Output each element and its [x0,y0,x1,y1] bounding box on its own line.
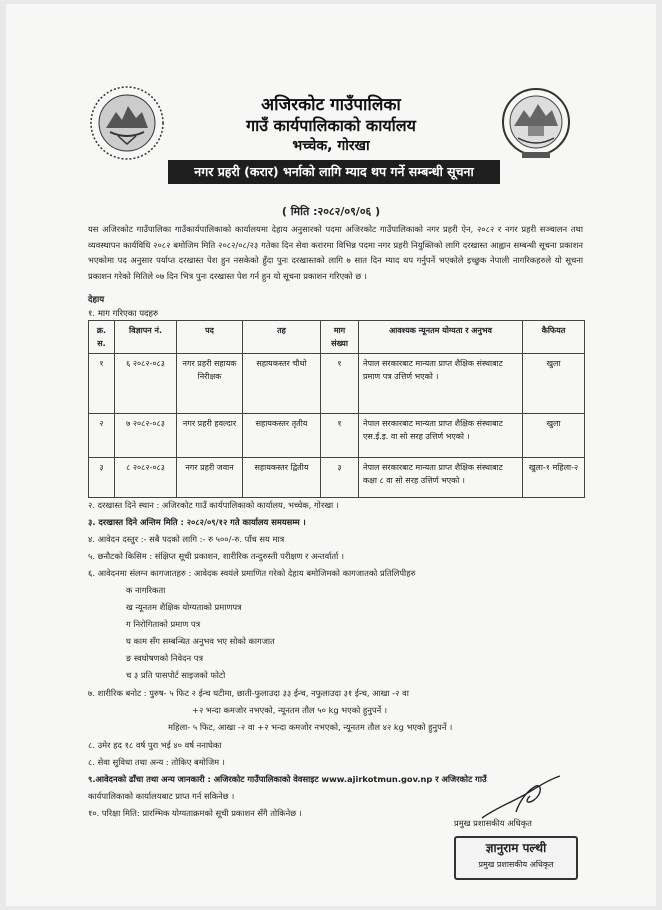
cell-sn: १ [89,354,115,414]
dehaya-label: देहाय [88,295,105,305]
office-name: गाउँ कार्यपालिकाको कार्यालय [246,116,416,135]
item-documents-heading: ६. आवेदनमा संलग्न कागजातहरु : आवेदक स्वयंले प्रमाणित गरेको देहाय बमोजिमको कागजातको प्रतिलिपीहरु [88,568,416,578]
table-title: १. माग गरिएका पदहरु [88,309,159,319]
cell-count: ३ [321,458,359,498]
item-deadline: ३. दरखास्त दिने अन्तिम मिति : २०८२/०९/१२ गते कार्यालय समयसम्म । [88,517,306,527]
cell-post: नगर प्रहरी हवल्दार [177,414,243,458]
document-item: क नागरिकता [126,585,166,595]
item-physical-male: ७. शारीरिक बनोट : पुरुष- ५ फिट २ ईन्च घटीमा, छाती-फुलाउदा ३३ ईन्च, नफुलाउदा ३१ ईन्च, आखा -२ वा [88,688,409,698]
item-physical-female: महिला- ५ फिट, आखा -२ वा +२ भन्दा कमजोर नभएको, न्यूनतम तौल ४२ kg भएको हुनुपर्ने । [168,722,453,732]
table-row [89,354,585,414]
document-item: च ३ प्रति पासपोर्ट साइजको फोटो [126,670,226,680]
cell-post: नगर प्रहरी जवान [177,458,243,498]
posts-table [88,320,585,498]
th-post: पद [177,321,243,354]
cell-post: नगर प्रहरी सहायक निरीक्षक [177,354,243,414]
th-count: माग संख्या [321,321,359,354]
cell-sn: ३ [89,458,115,498]
notice-title-banner: नगर प्रहरी (करार) भर्नाको लागि म्याद थप गर्ने सम्बन्धी सूचना [168,160,500,184]
office-location: भच्चेक, गोरखा [292,138,370,154]
cell-level: सहायकस्तर चौथो [243,354,321,414]
signature-icon [476,772,566,824]
table-row [89,414,585,458]
stamp-title: प्रमुख प्रशासकीय अधिकृत [478,860,554,869]
municipality-name: अजिरकोट गाउँपालिका [261,95,401,115]
item-age-limit: ८. उमेर हद १८ वर्ष पुरा भई ४० वर्ष ननाघेका [88,740,222,750]
item-fee: ४. आवेदन दस्तुर :- सबै पदको लागि :- रु ५००/-रु. पाँच सय मात्र [88,534,285,544]
cell-remark: खुला [523,354,585,414]
cell-adv: ६ २०८२-०८३ [115,354,177,414]
official-stamp [454,836,578,880]
table-header-row [89,321,585,354]
th-sn: क्र. स. [89,321,115,354]
cell-level: सहायकस्तर द्वितीय [243,458,321,498]
item-application-format-cont: कार्यपालिकाको कार्यालयबाट प्राप्त गर्न सकिनेछ । [88,791,235,801]
item-application-format: ९.आवेदनको ढाँचा तथा अन्य जानकारी : अजिरकोट गाउँपालिकाको वेवसाइट www.ajirkotmun.gov.np र अजिरकोट गाउँ [88,774,487,784]
cell-level: सहायकस्तर तृतीय [243,414,321,458]
item-exam-date: १०. परिक्षा मिति: प्रारम्भिक योग्यताक्रमको सूची प्रकाशन सँगै तोकिनेछ । [88,808,302,818]
cell-qualification: नेपाल सरकारबाट मान्यता प्राप्त शैक्षिक संस्थाबाट एस.ई.इ. वा सो सरह उत्तिर्ण भएको । [359,414,523,458]
cell-qualification: नेपाल सरकारबाट मान्यता प्राप्त शैक्षिक संस्थाबाट प्रमाण पत्र उत्तिर्ण भएको । [359,354,523,414]
cell-adv: ८ २०८२-०८३ [115,458,177,498]
notice-date: ( मिति :२०८२/०९/०६ ) [281,205,381,218]
document-item: ख न्यूनतम शैक्षिक योग्यताको प्रमाणपत्र [126,602,242,612]
cell-count: १ [321,354,359,414]
cell-qualification: नेपाल सरकारबाट मान्यता प्राप्त शैक्षिक संस्थाबाट कक्षा ८ वा सो सरह उत्तिर्ण भएको । [359,458,523,498]
item-facilities: ८. सेवा सुविधा तथा अन्य : तोकिए बमोजिम । [88,757,225,767]
document-item: ङ स्वघोषणको निवेदन पत्र [126,653,204,663]
table-row [89,458,585,498]
signatory-title: प्रमुख प्रशासकीय अधिकृत [454,818,532,828]
document-item: ग निरोगिताको प्रमाण पत्र [126,619,201,629]
cell-remark: खुला [523,414,585,458]
item-application-place: २. दरखास्त दिने स्थान : अजिरकोट गाउँ कार्यपालिकाको कार्यालय, भच्चेक, गोरखा । [88,500,339,510]
cell-count: १ [321,414,359,458]
th-adv: विज्ञापन नं. [115,321,177,354]
cell-remark: खुला-१ महिला-२ [523,458,585,498]
item-physical-male-cont: +२ भन्दा कमजोर नभएको, न्यूनतम तौल ५० kg भएको हुनुपर्ने । [192,705,387,715]
intro-paragraph: यस अजिरकोट गाउँपालिका गाउँकार्यपालिकाको कार्यालयमा देहाय अनुसारको पदमा अजिरकोट गाउँपालिकाको नगर प्रहरी ऐन, २०८२ र नगर प्रहरी सञ्चालन तथा व्यवस्थापन कार्यविधि २०८२ बमोजिम मिति २०८२/०८/२३ गतेका दिन सेवा करारमा विभिन्न पदमा नगर प्रहरी नियुक्तिको लागि दरखास्त आह्वान सम्बन्धी सूचना प्रकाशन भएकोमा पद अनुसार पर्याप्त दरखास्त पेश हुन नसकेको हुँदा पुनः दरखास्तको लागि ७ सात दिन म्याद थप गर्नुपर्ने भएकोले इच्छुक नेपाली नागरिकहरुले यो सूचना प्रकाशन गरेको मितिले ०७ दिन भित्र पुनः दरखास्त पेश गर्न हुन यो सूचना प्रकाशन गरिएको छ । [88,224,583,281]
cell-sn: २ [89,414,115,458]
document-item: घ काम सँग सम्बन्धित अनुभव भए सोको कागजात [126,636,275,646]
th-remark: कैफियत [523,321,585,354]
th-qualification: आवश्यक न्यूनतम योग्यता र अनुभव [359,321,523,354]
th-level: तह [243,321,321,354]
item-selection-method: ५. छनौटको किसिम : संक्षिप्त सूची प्रकाशन, शारीरिक तन्दुरुस्ती परीक्षण र अन्तर्वार्ता । [88,551,345,561]
stamp-name: ज्ञानुराम पल्थी [485,841,547,855]
cell-adv: ७ २०८२-०८३ [115,414,177,458]
